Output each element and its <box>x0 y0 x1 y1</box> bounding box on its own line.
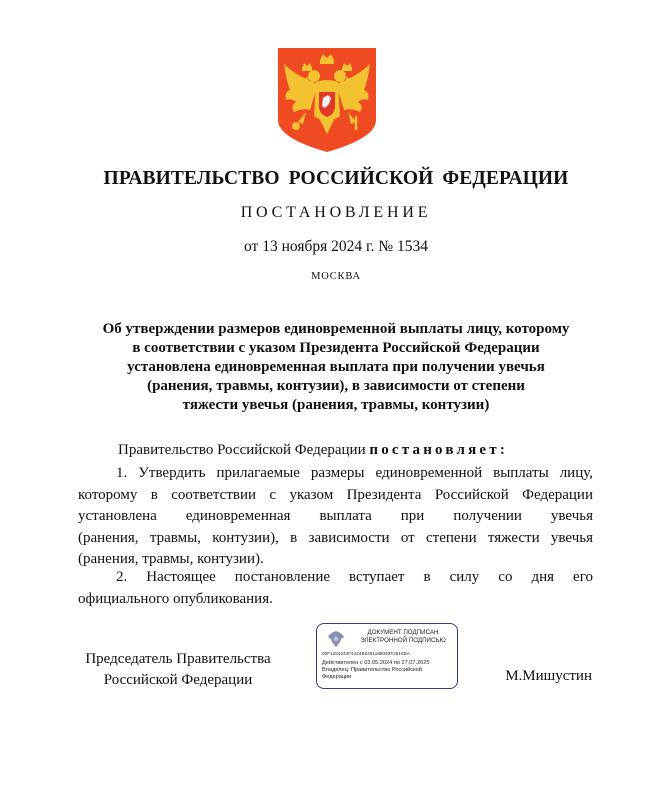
certificate-owner <box>322 667 452 681</box>
preamble-text: Правительство Российской Федерации <box>118 442 370 458</box>
paragraph-line: 1. Утвердить прилагаемые размеры единовременной выплаты лицу, <box>116 465 593 481</box>
paragraph-line: (ранения, травмы, контузии), в зависимости от степени тяжести увечья <box>78 529 593 546</box>
preamble-resolves: постановляет: <box>369 442 509 458</box>
document-type: ПОСТАНОВЛЕНИЕ <box>240 204 432 221</box>
paragraph-line: 2. Настоящее постановление вступает в силу со дня его <box>116 569 593 585</box>
signer-name: М.Мишустин <box>505 668 592 684</box>
certificate-owner-line: Федерации <box>322 674 352 680</box>
electronic-signature-stamp <box>316 623 458 689</box>
paragraph-2 <box>78 567 593 610</box>
subject-line: установлена единовременная выплата при получении увечья <box>127 359 545 375</box>
document-date-number: от 13 ноября 2024 г. № 1534 <box>244 238 428 255</box>
stamp-title-line: ДОКУМЕНТ ПОДПИСАН <box>367 629 439 636</box>
paragraph-1 <box>78 463 593 571</box>
paragraph-line: установлена единовременная выплата при получении увечья <box>78 508 593 524</box>
signer-position-line: Председатель Правительства <box>85 651 271 667</box>
signer-position-line: Российской Федерации <box>103 672 253 688</box>
government-title: ПРАВИТЕЛЬСТВО РОССИЙСКОЙ ФЕДЕРАЦИИ <box>103 168 569 189</box>
signer-position <box>78 649 278 691</box>
certificate-validity: Действителен с 03.05.2024 по 27.07.2025 <box>322 660 430 666</box>
stamp-title-line: ЭЛЕКТРОННОЙ ПОДПИСЬЮ <box>360 636 446 644</box>
russian-coat-of-arms-icon <box>276 46 378 154</box>
paragraph-line: которому в соответствии с указом Президента Российской Федерации <box>78 486 593 503</box>
certificate-serial: 00F1284244F4424B5391188093F2816DA <box>322 651 411 656</box>
certificate-owner-line: Владелец: Правительство Российской <box>322 667 422 673</box>
subject-line: Об утверждении размеров единовременной выплаты лицу, которому <box>102 321 570 337</box>
subject-line: (ранения, травмы, контузии), в зависимости от степени <box>147 378 525 394</box>
paragraph-line: (ранения, травмы, контузии). <box>78 551 264 567</box>
subject-line: тяжести увечья (ранения, травмы, контузии) <box>182 397 490 413</box>
document-city: МОСКВА <box>311 271 361 282</box>
document-subject <box>70 320 602 415</box>
coat-of-arms-small-icon <box>326 630 346 648</box>
stamp-title <box>353 629 453 644</box>
paragraph-line: официального опубликования. <box>78 590 273 607</box>
preamble <box>118 442 508 459</box>
subject-line: в соответствии с указом Президента Российской Федерации <box>132 340 540 356</box>
